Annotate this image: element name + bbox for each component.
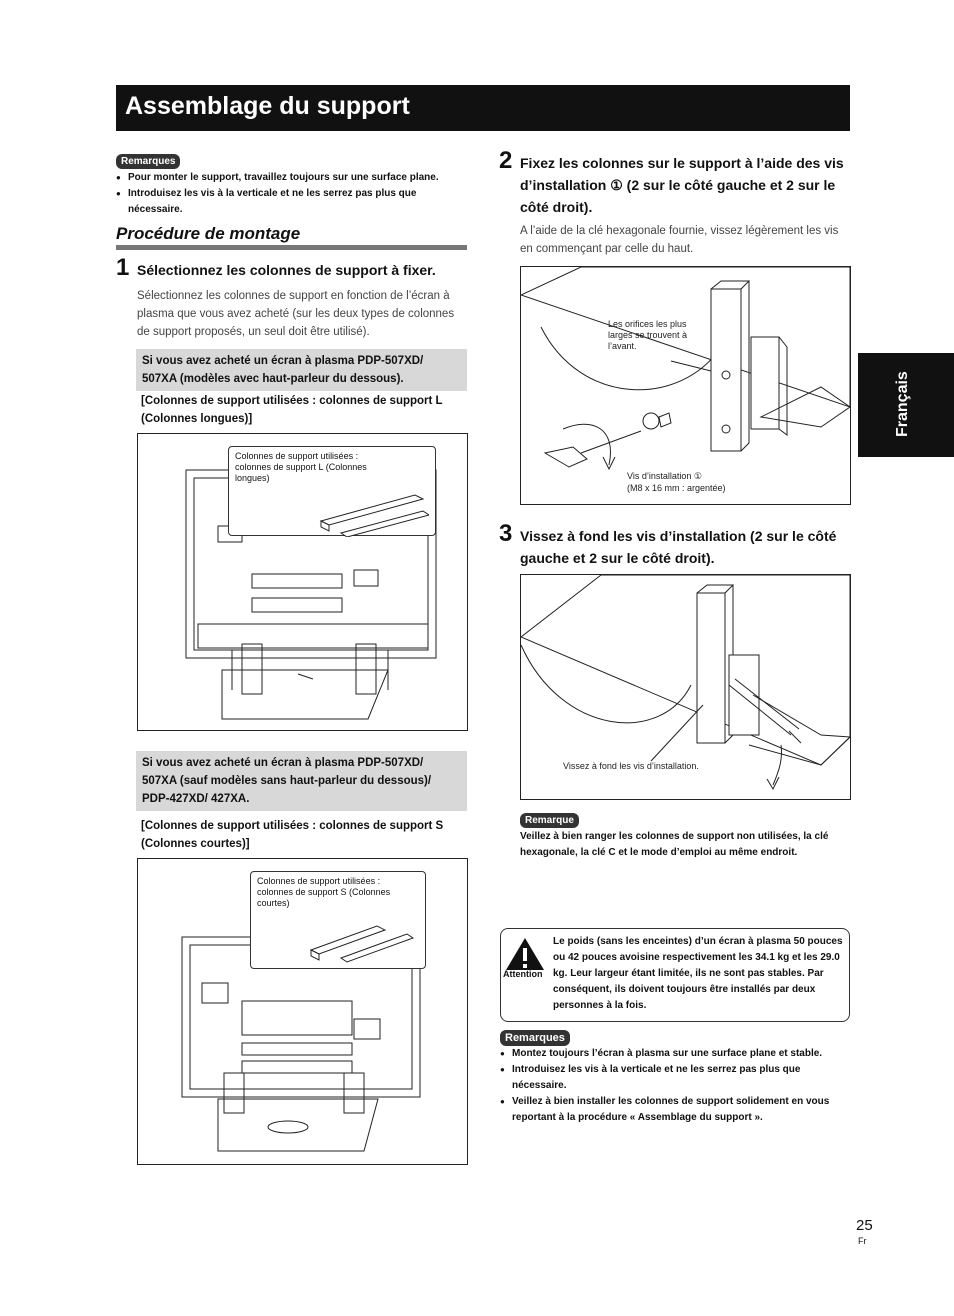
bottom-notes-list bbox=[500, 1046, 850, 1126]
step3-number: 3 bbox=[499, 520, 513, 547]
step1-title: Sélectionnez les colonnes de support à fixer. bbox=[137, 262, 436, 278]
figure-long-columns bbox=[137, 433, 468, 731]
callout-short-text: Colonnes de support utilisées : colonnes de support S (Colonnes courtes) bbox=[257, 876, 391, 908]
step3-title: Vissez à fond les vis d’installation (2 sur le côté gauche et 2 sur le côté droit). bbox=[520, 528, 837, 566]
remark-label: Remarque bbox=[520, 810, 579, 828]
label-tighten: Vissez à fond les vis d’installation. bbox=[563, 761, 699, 771]
callout-short bbox=[250, 871, 426, 969]
callout-long-text: Colonnes de support utilisées : colonnes de support L (Colonnes longues) bbox=[235, 451, 367, 483]
list-item: ● Introduisez les vis à la verticale et ne les serrez pas plus que nécessaire. bbox=[116, 186, 466, 218]
column-mounting-illustration bbox=[521, 267, 850, 504]
case-b-columns: [Colonnes de support utilisées : colonnes de support S (Colonnes courtes)] bbox=[141, 820, 444, 850]
section-rule bbox=[116, 245, 467, 250]
bottom-notes-label: Remarques bbox=[500, 1028, 570, 1046]
list-item: ● Montez toujours l’écran à plasma sur une surface plane et stable. bbox=[500, 1046, 850, 1062]
long-columns-icon bbox=[319, 485, 429, 537]
label-screw-spec: (M8 x 16 mm : argentée) bbox=[627, 483, 726, 493]
callout-long bbox=[228, 446, 436, 536]
title-bar bbox=[116, 85, 850, 131]
step2-title: Fixez les colonnes sur le support à l’aide des vis d’installation ① (2 sur le côté gauche et 2 sur le côté droit). bbox=[520, 155, 844, 215]
case-a-box: Si vous avez acheté un écran à plasma PDP-507XD/ 507XA (modèles avec haut-parleur du dessous). bbox=[136, 349, 467, 391]
attention-text: Le poids (sans les enceintes) d’un écran à plasma 50 pouces ou 42 pouces avoisine respectivement les 34.1 kg et les 29.0 kg. Leur largeur étant limitée, ils ne sont pas stables. Par conséquent, ils doivent toujours être installés par deux personnes à la fois. bbox=[553, 936, 843, 1011]
top-notes-list bbox=[116, 170, 466, 218]
figure-short-columns bbox=[137, 858, 468, 1165]
page-lang: Fr bbox=[858, 1236, 867, 1246]
list-item: ● Pour monter le support, travaillez toujours sur une surface plane. bbox=[116, 170, 466, 186]
label-screw: Vis d’installation ① bbox=[627, 471, 702, 481]
figure-step2 bbox=[520, 266, 851, 505]
top-notes-label: Remarques bbox=[116, 151, 180, 169]
language-tab-label: Français bbox=[894, 371, 911, 437]
short-columns-icon bbox=[307, 910, 417, 966]
step2-number: 2 bbox=[499, 147, 513, 174]
step2-body: A l’aide de la clé hexagonale fournie, vissez légèrement les vis en commençant par celle du haut. bbox=[520, 225, 839, 255]
label-holes: Les orifices les plus larges se trouvent à l’avant. bbox=[608, 319, 688, 351]
remark-text: Veillez à bien ranger les colonnes de support non utilisées, la clé hexagonale, la clé C et le mode d’emploi au même endroit. bbox=[520, 831, 829, 858]
step1-body: Sélectionnez les colonnes de support en fonction de l’écran à plasma que vous avez acheté (sur les deux types de colonnes de support proposés, un seul doit être utilisé). bbox=[137, 290, 455, 338]
page-number: 25 bbox=[856, 1217, 873, 1234]
case-b-box: Si vous avez acheté un écran à plasma PDP-507XD/ 507XA (sauf modèles sans haut-parleur du dessous)/ PDP-427XD/ 427XA. bbox=[136, 751, 467, 811]
case-a-columns: [Colonnes de support utilisées : colonnes de support L (Colonnes longues)] bbox=[141, 395, 443, 425]
figure-step3 bbox=[520, 574, 851, 800]
attention-label: Attention bbox=[503, 969, 543, 979]
section-heading: Procédure de montage bbox=[116, 224, 467, 250]
list-item: ● Veillez à bien installer les colonnes de support solidement en vous reportant à la procédure « Assemblage du support ». bbox=[500, 1094, 850, 1126]
list-item: ● Introduisez les vis à la verticale et ne les serrez pas plus que nécessaire. bbox=[500, 1062, 850, 1094]
warning-icon bbox=[504, 936, 546, 972]
page-title: Assemblage du support bbox=[125, 92, 410, 120]
step1-number: 1 bbox=[116, 254, 130, 281]
language-tab bbox=[858, 353, 954, 457]
